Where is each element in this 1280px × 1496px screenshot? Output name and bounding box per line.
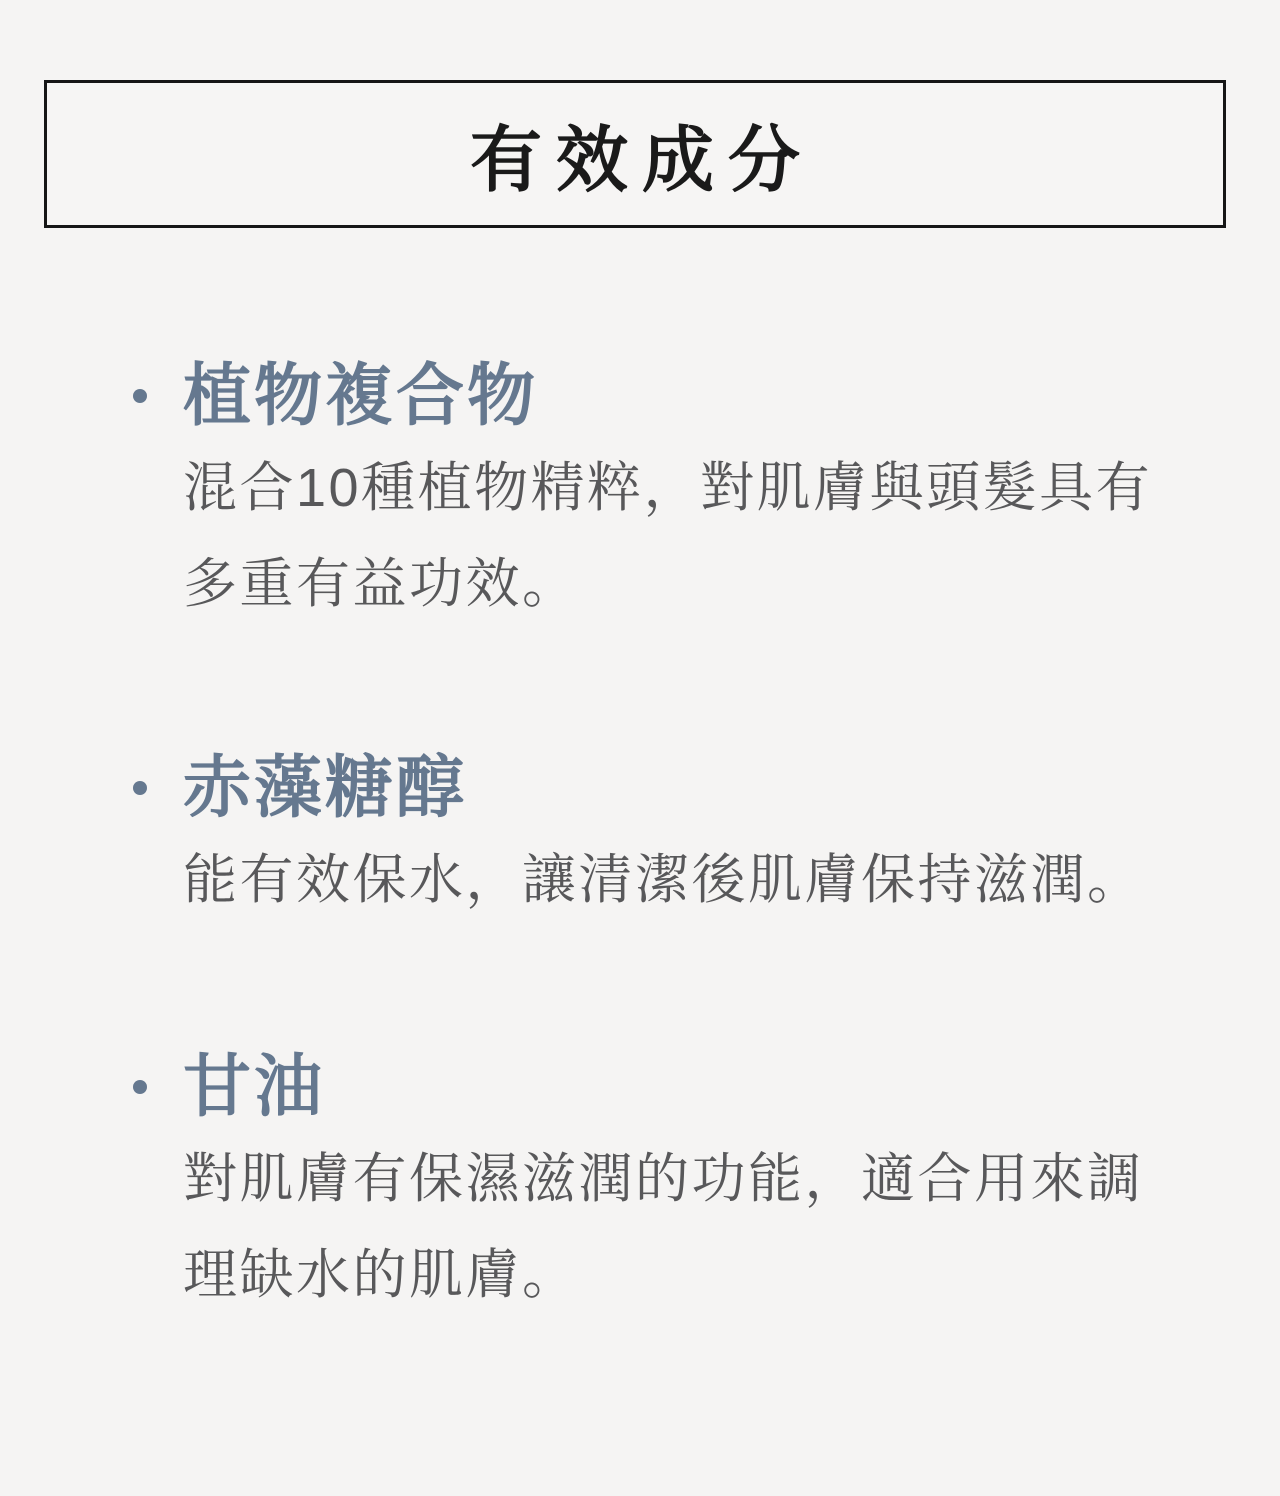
bullet-dot-icon [133, 1080, 147, 1094]
page-root [0, 80, 1280, 1496]
section-glycerin [0, 1043, 1280, 1323]
body-line: 混合10種植物精粹，對肌膚與頭髮具有 [183, 458, 1153, 518]
ingredient-sections [0, 352, 1280, 1323]
bullet-dot-icon [133, 389, 147, 403]
page-title: 有效成分 [469, 121, 814, 201]
body-line: 對肌膚有保濕滋潤的功能，適合用來調 [183, 1149, 1144, 1209]
title-box [44, 80, 1226, 228]
section-title-erythritol: 赤藻糖醇 [183, 750, 468, 826]
section-erythritol [0, 744, 1280, 928]
section-title-plant-complex: 植物複合物 [183, 358, 539, 434]
bullet-dot-icon [133, 781, 147, 795]
section-plant-complex [0, 352, 1280, 632]
body-line: 理缺水的肌膚。 [183, 1245, 579, 1305]
section-body-glycerin [183, 1131, 1280, 1323]
section-body-plant-complex [183, 440, 1280, 632]
body-line: 多重有益功效。 [183, 554, 579, 614]
body-line: 能有效保水，讓清潔後肌膚保持滋潤。 [183, 850, 1144, 910]
section-title-glycerin: 甘油 [183, 1049, 326, 1125]
section-body-erythritol [183, 832, 1280, 928]
